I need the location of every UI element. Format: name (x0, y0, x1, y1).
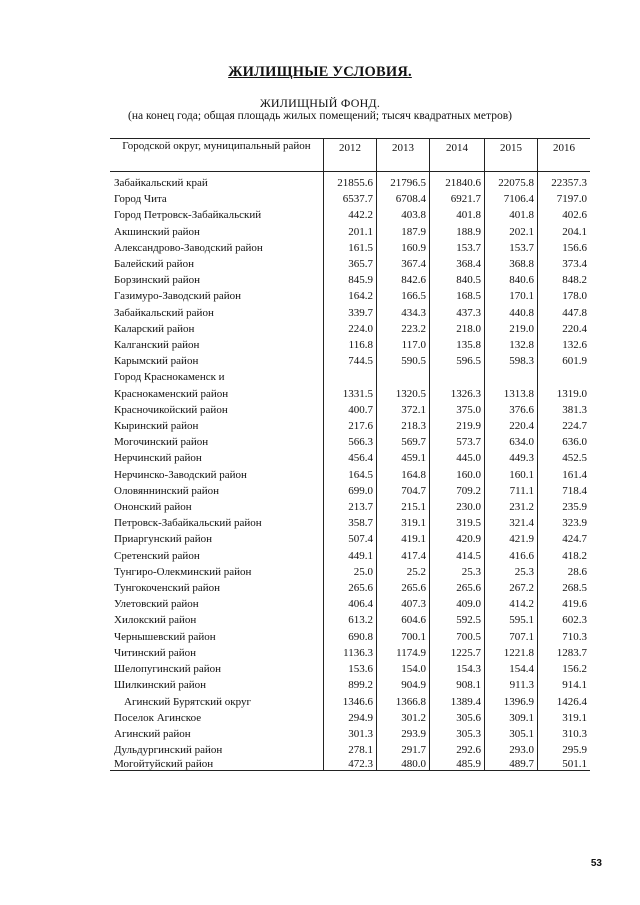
cell-value: 1283.7 (538, 645, 591, 661)
cell-value: 160.0 (430, 467, 485, 483)
region-name: Красночикойский район (114, 403, 228, 416)
region-name: Каларский район (114, 322, 195, 335)
cell-value: 602.3 (538, 612, 591, 628)
cell-value: 744.5 (324, 353, 377, 369)
table-row (110, 321, 590, 337)
cell-value: 402.6 (538, 207, 591, 223)
region-name: Оловяннинский район (114, 484, 219, 497)
cell-value: 301.2 (377, 710, 430, 726)
cell-value: 164.5 (324, 467, 377, 483)
cell-value: 709.2 (430, 483, 485, 499)
region-name: Забайкальский край (114, 177, 208, 189)
table-row (110, 240, 590, 256)
region-name: Улетовский район (114, 598, 199, 611)
cell-value: 166.5 (377, 288, 430, 304)
cell-value: 25.0 (324, 564, 377, 580)
cell-value: 215.1 (377, 499, 430, 515)
region-name: Приаргунский район (114, 533, 213, 546)
table-row (110, 467, 590, 483)
cell-value: 700.1 (377, 629, 430, 645)
cell-value: 848.2 (538, 272, 591, 288)
region-name: Дульдургинский район (114, 744, 223, 757)
cell-value: 301.3 (324, 726, 377, 742)
region-name: Сретенский район (114, 549, 200, 562)
cell-value: 566.3 (324, 434, 377, 450)
table-row (110, 710, 590, 726)
cell-value: 595.1 (485, 612, 538, 628)
cell-value: 1320.5 (377, 386, 430, 402)
region-name: Шелопугинский район (114, 663, 222, 676)
cell-value: 368.8 (485, 256, 538, 272)
cell-value: 1366.8 (377, 694, 430, 710)
header-year: 2013 (377, 139, 430, 172)
cell-value: 358.7 (324, 515, 377, 531)
cell-value: 1174.9 (377, 645, 430, 661)
header-year: 2014 (430, 139, 485, 172)
cell-value: 442.2 (324, 207, 377, 223)
cell-value: 406.4 (324, 596, 377, 612)
cell-value (377, 369, 430, 385)
region-name: Борзинский район (114, 274, 200, 287)
cell-value: 710.3 (538, 629, 591, 645)
cell-value: 6537.7 (324, 191, 377, 207)
table-row (110, 742, 590, 758)
cell-value: 135.8 (430, 337, 485, 353)
region-name: Ононский район (114, 501, 192, 514)
cell-value: 372.1 (377, 402, 430, 418)
region-name: Карымский район (114, 355, 199, 368)
region-name: Калганский район (114, 339, 200, 352)
region-name: Кыринский район (114, 420, 199, 433)
cell-value: 170.1 (485, 288, 538, 304)
cell-value: 168.5 (430, 288, 485, 304)
cell-value: 224.7 (538, 418, 591, 434)
cell-value: 117.0 (377, 337, 430, 353)
cell-value: 419.1 (377, 531, 430, 547)
cell-value: 161.5 (324, 240, 377, 256)
table-row (110, 402, 590, 418)
cell-value: 381.3 (538, 402, 591, 418)
cell-value: 911.3 (485, 677, 538, 693)
region-name: Хилокский район (114, 614, 197, 627)
cell-value: 421.9 (485, 531, 538, 547)
cell-value: 401.8 (430, 207, 485, 223)
table-header-row (110, 139, 590, 172)
section-title: ЖИЛИЩНЫЕ УСЛОВИЯ. (228, 64, 412, 80)
cell-value: 154.0 (377, 661, 430, 677)
cell-value: 592.5 (430, 612, 485, 628)
cell-value: 219.0 (485, 321, 538, 337)
cell-value: 160.9 (377, 240, 430, 256)
cell-value: 267.2 (485, 580, 538, 596)
cell-value: 153.7 (430, 240, 485, 256)
cell-value: 501.1 (538, 758, 591, 771)
cell-value: 223.2 (377, 321, 430, 337)
cell-value: 596.5 (430, 353, 485, 369)
cell-value: 6708.4 (377, 191, 430, 207)
cell-value: 310.3 (538, 726, 591, 742)
cell-value: 202.1 (485, 224, 538, 240)
cell-value: 699.0 (324, 483, 377, 499)
table-row (110, 499, 590, 515)
cell-value: 153.6 (324, 661, 377, 677)
table-row (110, 661, 590, 677)
cell-value: 219.9 (430, 418, 485, 434)
table-row (110, 272, 590, 288)
table-units-note: (на конец года; общая площадь жилых помещений; тысяч квадратных метров) (128, 110, 512, 122)
cell-value: 452.5 (538, 450, 591, 466)
header-year: 2016 (538, 139, 591, 172)
cell-value: 573.7 (430, 434, 485, 450)
cell-value: 265.6 (377, 580, 430, 596)
cell-value: 292.6 (430, 742, 485, 758)
cell-value: 1221.8 (485, 645, 538, 661)
cell-value: 319.1 (377, 515, 430, 531)
region-name: Александрово-Заводский район (114, 241, 263, 254)
cell-value: 319.5 (430, 515, 485, 531)
header-region: Городской округ, муниципальный район (110, 139, 324, 172)
region-name: Могочинский район (114, 436, 209, 449)
cell-value: 449.3 (485, 450, 538, 466)
region-name: Читинский район (114, 646, 197, 659)
region-name: Нерчинский район (114, 452, 202, 465)
region-name: Город Краснокаменск и (114, 371, 225, 384)
cell-value: 265.6 (324, 580, 377, 596)
cell-value: 231.2 (485, 499, 538, 515)
cell-value: 700.5 (430, 629, 485, 645)
cell-value: 711.1 (485, 483, 538, 499)
cell-value: 160.1 (485, 467, 538, 483)
cell-value: 1313.8 (485, 386, 538, 402)
cell-value: 636.0 (538, 434, 591, 450)
region-name: Тунгокоченский район (114, 582, 221, 595)
cell-value: 323.9 (538, 515, 591, 531)
cell-value: 914.1 (538, 677, 591, 693)
cell-value: 309.1 (485, 710, 538, 726)
cell-value: 704.7 (377, 483, 430, 499)
cell-value: 25.3 (485, 564, 538, 580)
cell-value: 417.4 (377, 548, 430, 564)
cell-value: 178.0 (538, 288, 591, 304)
region-name: Акшинский район (114, 225, 200, 238)
cell-value: 414.5 (430, 548, 485, 564)
table-row (110, 596, 590, 612)
cell-value: 156.2 (538, 661, 591, 677)
table-row (110, 418, 590, 434)
region-name: Нерчинско-Заводский район (114, 468, 247, 481)
cell-value: 899.2 (324, 677, 377, 693)
cell-value: 22075.8 (485, 172, 538, 192)
table-row (110, 726, 590, 742)
table-row (110, 337, 590, 353)
cell-value (430, 369, 485, 385)
cell-value: 217.6 (324, 418, 377, 434)
cell-value: 188.9 (430, 224, 485, 240)
cell-value: 132.6 (538, 337, 591, 353)
table-row (110, 172, 590, 192)
cell-value: 161.4 (538, 467, 591, 483)
cell-value: 424.7 (538, 531, 591, 547)
cell-value: 489.7 (485, 758, 538, 771)
cell-value: 1426.4 (538, 694, 591, 710)
cell-value: 601.9 (538, 353, 591, 369)
table-row (110, 256, 590, 272)
table-row (110, 207, 590, 223)
cell-value (485, 369, 538, 385)
cell-value: 707.1 (485, 629, 538, 645)
cell-value: 154.3 (430, 661, 485, 677)
cell-value: 268.5 (538, 580, 591, 596)
cell-value: 1346.6 (324, 694, 377, 710)
cell-value: 590.5 (377, 353, 430, 369)
table-row (110, 612, 590, 628)
cell-value: 1326.3 (430, 386, 485, 402)
region-name: Балейский район (114, 258, 194, 271)
region-name: Газимуро-Заводский район (114, 290, 242, 303)
cell-value: 21796.5 (377, 172, 430, 192)
cell-value: 293.9 (377, 726, 430, 742)
table-row (110, 483, 590, 499)
cell-value: 156.6 (538, 240, 591, 256)
cell-value: 403.8 (377, 207, 430, 223)
cell-value: 1331.5 (324, 386, 377, 402)
cell-value: 420.9 (430, 531, 485, 547)
cell-value: 507.4 (324, 531, 377, 547)
table-row (110, 564, 590, 580)
cell-value: 7197.0 (538, 191, 591, 207)
cell-value: 224.0 (324, 321, 377, 337)
cell-value: 375.0 (430, 402, 485, 418)
table-title: ЖИЛИЩНЫЙ ФОНД. (259, 96, 381, 110)
cell-value: 1225.7 (430, 645, 485, 661)
cell-value: 235.9 (538, 499, 591, 515)
cell-value: 376.6 (485, 402, 538, 418)
cell-value: 154.4 (485, 661, 538, 677)
cell-value: 569.7 (377, 434, 430, 450)
housing-stock-table (110, 138, 590, 771)
cell-value: 908.1 (430, 677, 485, 693)
table-row (110, 694, 590, 710)
cell-value: 407.3 (377, 596, 430, 612)
cell-value: 472.3 (324, 758, 377, 771)
table-row (110, 191, 590, 207)
region-name: Поселок Агинское (114, 711, 202, 724)
table-row (110, 386, 590, 402)
table-row (110, 369, 590, 385)
cell-value: 842.6 (377, 272, 430, 288)
table-row (110, 580, 590, 596)
region-name: Тунгиро-Олекминский район (114, 565, 252, 578)
cell-value: 220.4 (538, 321, 591, 337)
table-row (110, 515, 590, 531)
cell-value: 367.4 (377, 256, 430, 272)
cell-value: 840.5 (430, 272, 485, 288)
table-row (110, 434, 590, 450)
cell-value: 6921.7 (430, 191, 485, 207)
cell-value: 218.3 (377, 418, 430, 434)
cell-value: 634.0 (485, 434, 538, 450)
table-row (110, 224, 590, 240)
cell-value: 21855.6 (324, 172, 377, 192)
cell-value: 295.9 (538, 742, 591, 758)
cell-value: 116.8 (324, 337, 377, 353)
region-name: Агинский район (114, 727, 191, 740)
region-name: Город Чита (114, 193, 167, 206)
cell-value: 456.4 (324, 450, 377, 466)
page-number: 53 (590, 858, 602, 869)
cell-value: 305.1 (485, 726, 538, 742)
cell-value: 418.2 (538, 548, 591, 564)
region-name: Могойтуйский район (110, 758, 324, 771)
cell-value: 437.3 (430, 305, 485, 321)
cell-value: 434.3 (377, 305, 430, 321)
cell-value: 321.4 (485, 515, 538, 531)
cell-value: 459.1 (377, 450, 430, 466)
table-row (110, 450, 590, 466)
region-name: Шилкинский район (114, 679, 206, 692)
cell-value: 440.8 (485, 305, 538, 321)
cell-value: 294.9 (324, 710, 377, 726)
table-row (110, 548, 590, 564)
cell-value: 1136.3 (324, 645, 377, 661)
cell-value: 480.0 (377, 758, 430, 771)
cell-value: 613.2 (324, 612, 377, 628)
table-row (110, 353, 590, 369)
region-name: Чернышевский район (114, 630, 216, 643)
table-row (110, 305, 590, 321)
cell-value: 22357.3 (538, 172, 591, 192)
cell-value: 204.1 (538, 224, 591, 240)
cell-value: 904.9 (377, 677, 430, 693)
cell-value: 25.2 (377, 564, 430, 580)
table-row (110, 677, 590, 693)
table-row (110, 288, 590, 304)
region-name: Петровск-Забайкальский район (114, 517, 262, 530)
cell-value: 419.6 (538, 596, 591, 612)
header-year: 2012 (324, 139, 377, 172)
cell-value: 265.6 (430, 580, 485, 596)
cell-value: 305.3 (430, 726, 485, 742)
cell-value: 164.2 (324, 288, 377, 304)
table-row (110, 629, 590, 645)
table-row (110, 531, 590, 547)
cell-value (324, 369, 377, 385)
cell-value: 416.6 (485, 548, 538, 564)
cell-value: 7106.4 (485, 191, 538, 207)
cell-value: 598.3 (485, 353, 538, 369)
cell-value: 28.6 (538, 564, 591, 580)
cell-value: 319.1 (538, 710, 591, 726)
cell-value: 373.4 (538, 256, 591, 272)
cell-value (538, 369, 591, 385)
cell-value: 293.0 (485, 742, 538, 758)
cell-value: 840.6 (485, 272, 538, 288)
cell-value: 1389.4 (430, 694, 485, 710)
cell-value: 213.7 (324, 499, 377, 515)
cell-value: 218.0 (430, 321, 485, 337)
cell-value: 132.8 (485, 337, 538, 353)
cell-value: 845.9 (324, 272, 377, 288)
region-name: Агинский Бурятский округ (124, 695, 251, 708)
region-name: Забайкальский район (114, 306, 214, 319)
header-year: 2015 (485, 139, 538, 172)
cell-value: 1396.9 (485, 694, 538, 710)
cell-value: 339.7 (324, 305, 377, 321)
cell-value: 604.6 (377, 612, 430, 628)
cell-value: 365.7 (324, 256, 377, 272)
cell-value: 449.1 (324, 548, 377, 564)
cell-value: 401.8 (485, 207, 538, 223)
cell-value: 291.7 (377, 742, 430, 758)
cell-value: 400.7 (324, 402, 377, 418)
table-row (110, 758, 590, 771)
cell-value: 485.9 (430, 758, 485, 771)
cell-value: 230.0 (430, 499, 485, 515)
cell-value: 414.2 (485, 596, 538, 612)
cell-value: 445.0 (430, 450, 485, 466)
table-row (110, 645, 590, 661)
cell-value: 201.1 (324, 224, 377, 240)
cell-value: 278.1 (324, 742, 377, 758)
cell-value: 21840.6 (430, 172, 485, 192)
cell-value: 1319.0 (538, 386, 591, 402)
cell-value: 25.3 (430, 564, 485, 580)
cell-value: 368.4 (430, 256, 485, 272)
cell-value: 153.7 (485, 240, 538, 256)
region-name: Город Петровск-Забайкальский (114, 209, 262, 222)
cell-value: 220.4 (485, 418, 538, 434)
table-body (110, 172, 590, 771)
cell-value: 718.4 (538, 483, 591, 499)
cell-value: 447.8 (538, 305, 591, 321)
cell-value: 187.9 (377, 224, 430, 240)
cell-value: 409.0 (430, 596, 485, 612)
cell-value: 690.8 (324, 629, 377, 645)
cell-value: 164.8 (377, 467, 430, 483)
cell-value: 305.6 (430, 710, 485, 726)
region-name: Краснокаменский район (114, 387, 229, 400)
